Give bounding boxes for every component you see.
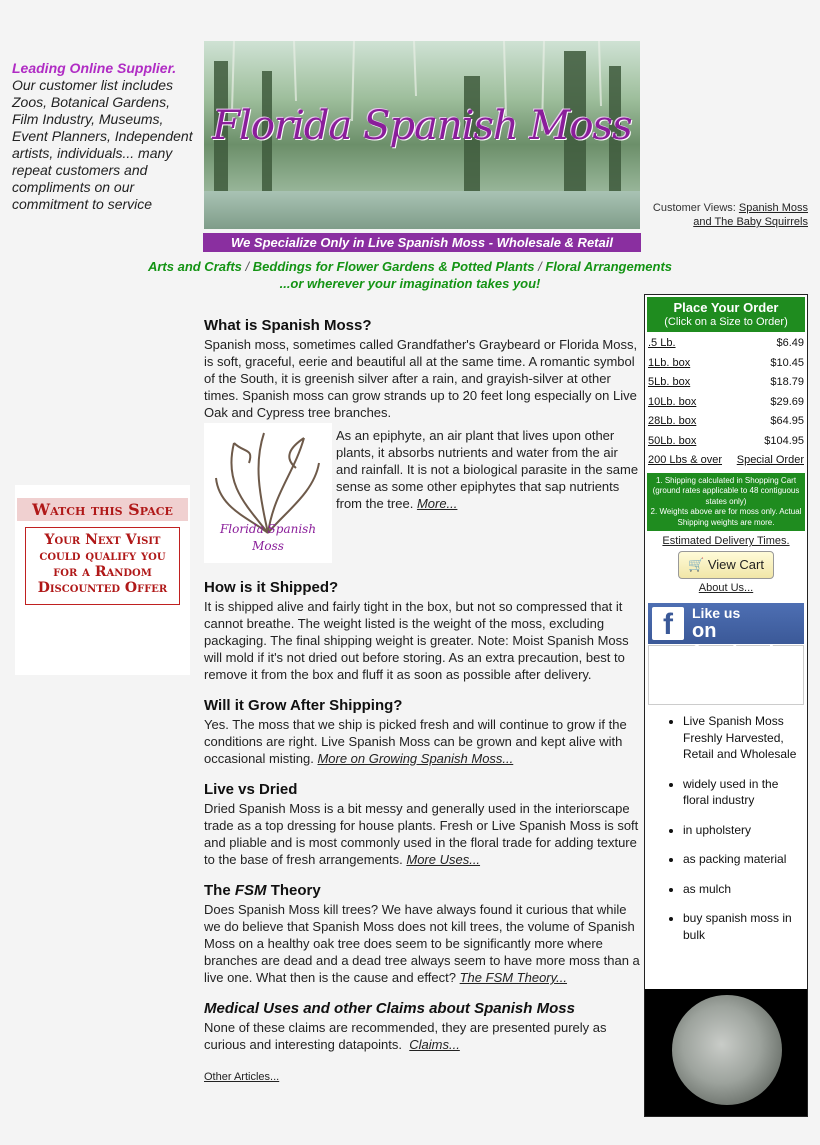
crafts-item-beddings: Beddings for Flower Gardens & Potted Plants: [252, 259, 535, 274]
price-row: [645, 451, 807, 471]
section-title: Will it Grow After Shipping?: [204, 697, 403, 714]
section-medical: [204, 1000, 641, 1053]
customer-views-link[interactable]: Spanish Moss and The Baby Squirrels: [693, 202, 808, 228]
moss-image: [204, 423, 332, 563]
order-title: Place Your Order: [673, 300, 779, 315]
swamp-water: [204, 191, 640, 229]
about-us-link[interactable]: About Us...: [698, 582, 754, 594]
other-articles-link[interactable]: Other Articles...: [204, 1071, 280, 1083]
section-shipping: [204, 579, 641, 683]
special-order-link[interactable]: Special Order: [736, 454, 804, 466]
list-item: • in upholstery: [683, 822, 803, 839]
main-content: [204, 317, 641, 1086]
section-paragraph: [204, 800, 641, 868]
size-link[interactable]: 50Lb. box: [648, 434, 697, 447]
section-paragraph: It is shipped alive and fairly tight in the box, but not so compressed that it cannot breathe. The weight listed is the weight of the moss, excluding packaging. The final shipping weight is greater. Note: Moist Spanish Moss will mold if it's not dried out before storing. As an extra precaution, best to remove it from the box and fluff it as soon as possible after delivery.: [204, 599, 629, 682]
order-subtitle: (Click on a Size to Order): [664, 316, 788, 328]
list-item: • as packing material: [683, 851, 803, 868]
size-link[interactable]: 28Lb. box: [648, 415, 697, 427]
tagline-text: Our customer list includes Zoos, Botanical Gardens, Film Industry, Museums, Event Planners, Independent artists, individuals... many repeat customers and compliments on our commitment to service: [12, 77, 193, 212]
section-text: Does Spanish Moss kill trees? We have always found it curious that while we do believe that Spanish Moss does not kill trees, the volume of Spanish Moss on a healthy oak tree does seem to be significantly more where branches are dead and a dead tree always seem to have more moss than a live one. What then is the cause and effect?: [204, 902, 640, 985]
banner-title: Florida Spanish Moss: [212, 103, 632, 149]
section-title: Live vs Dried: [204, 781, 298, 798]
price-row: [645, 354, 807, 374]
note-line: 1. Shipping calculated in Shopping Cart: [655, 475, 797, 485]
section-text: None of these claims are recommended, they are presented purely as curious and interesting datapoints.: [204, 1020, 607, 1052]
order-sidebar: [644, 294, 808, 1117]
list-item: • as mulch: [683, 881, 803, 898]
about-wrap: [645, 582, 807, 594]
section-paragraph: [204, 1019, 641, 1053]
list-item: • Live Spanish Moss Freshly Harvested, Retail and Wholesale: [683, 713, 803, 763]
crafts-tagline: ...or wherever your imagination takes you!: [279, 276, 541, 291]
uses-list: [645, 713, 807, 943]
price-value: $18.79: [770, 376, 804, 388]
facebook-icon: f: [652, 607, 684, 640]
crafts-separator: /: [245, 259, 250, 274]
view-cart-button[interactable]: [678, 551, 774, 579]
price-value: $6.49: [776, 337, 804, 349]
fsm-theory-link[interactable]: The FSM Theory...: [459, 970, 568, 985]
price-value: $64.95: [770, 415, 804, 427]
section-paragraph: [204, 901, 641, 986]
customer-views: [648, 201, 808, 229]
section-live-vs-dried: [204, 781, 641, 868]
section-text: Yes. The moss that we ship is picked fresh and will continue to grow if the conditions are right. Live Spanish Moss can be grown and kept alive with occasional misting.: [204, 717, 627, 766]
title-em: FSM: [234, 882, 267, 899]
price-row: [645, 412, 807, 432]
section-title: What is Spanish Moss?: [204, 317, 372, 334]
size-link[interactable]: 200 Lbs & over: [648, 454, 722, 466]
note-line: (ground rates applicable to 48 contiguous states only): [652, 486, 800, 506]
customer-views-label: Customer Views:: [652, 202, 736, 214]
list-item: • buy spanish moss in bulk: [683, 910, 803, 943]
view-cart-label: View Cart: [707, 557, 764, 572]
section-paragraph: Spanish moss, sometimes called Grandfather's Graybeard or Florida Moss, is soft, graceful, eerie and beautiful all at the same time. A romantic symbol of the South, it is greenish silver after a rain, and grayish-silver at other times. Spanish moss can grow strands up to 20 feet long especially on Live Oak and Cypress tree branches.: [204, 337, 638, 420]
facebook-name-text: on facebook: [692, 620, 780, 665]
delivery-wrap: [645, 535, 807, 547]
tagline-highlight: Leading Online Supplier.: [12, 60, 177, 76]
moss-image-caption: Florida Spanish Moss: [219, 522, 317, 553]
facebook-like-text: Like us: [692, 605, 741, 621]
size-link[interactable]: 10Lb. box: [648, 395, 697, 408]
offer-box: Your Next Visit could qualify you for a Random Discounted Offer: [25, 527, 180, 605]
more-uses-link[interactable]: More Uses...: [406, 852, 481, 867]
section-what-is: [204, 317, 641, 565]
price-row: [645, 432, 807, 452]
title-pre: The: [204, 882, 231, 899]
delivery-times-link[interactable]: Estimated Delivery Times.: [662, 535, 790, 547]
title-post: Theory: [270, 882, 321, 899]
section-fsm-theory: [204, 882, 641, 986]
price-list: [645, 334, 807, 471]
size-link[interactable]: 5Lb. box: [648, 376, 691, 388]
price-value: $10.45: [770, 356, 804, 369]
section-text: Dried Spanish Moss is a bit messy and generally used in the interiorscape trade as a top dressing for house plants. Fresh or Live Spanish Moss is soft and pliable and is most commonly used in the floral trade for adding texture to the base of fresh arrangements.: [204, 801, 639, 867]
price-row: [645, 373, 807, 393]
cart-icon: 🛒: [688, 557, 705, 572]
price-row: [645, 393, 807, 413]
facebook-like-button[interactable]: [648, 603, 804, 665]
list-item: • widely used in the floral industry: [683, 776, 803, 809]
shipping-note: [647, 473, 805, 532]
order-header: [647, 297, 805, 332]
watch-this-space-panel: [15, 485, 190, 675]
claims-link[interactable]: Claims...: [409, 1037, 460, 1052]
size-link[interactable]: .5 Lb.: [648, 337, 676, 349]
section-title: [204, 882, 641, 899]
crafts-item-arts: Arts and Crafts: [147, 259, 242, 274]
crafts-item-floral: Floral Arrangements: [545, 259, 673, 274]
header-banner: [204, 41, 640, 229]
price-value: $104.95: [764, 434, 804, 447]
price-row: [645, 334, 807, 354]
section-title: How is it Shipped?: [204, 579, 339, 596]
specialize-bar: We Specialize Only in Live Spanish Moss - Wholesale & Retail: [203, 233, 641, 252]
more-link[interactable]: More...: [416, 496, 458, 511]
moss-ball-image: [645, 989, 807, 1116]
other-articles-wrap: [204, 1069, 641, 1086]
size-link[interactable]: 1Lb. box: [648, 356, 691, 369]
moss-ball: [672, 995, 782, 1105]
section-title: Medical Uses and other Claims about Spanish Moss: [204, 1000, 575, 1017]
section-paragraph: [204, 716, 641, 767]
watch-heading: Watch this Space: [17, 498, 188, 521]
section-text: As an epiphyte, an air plant that lives upon other plants, it absorbs nutrients and water from the air and rainfall. It is not a biological parasite in the same sense as some other epiphytes that sap nutrients from the tree.: [336, 428, 639, 511]
section-grow: [204, 697, 641, 767]
crafts-links: [130, 258, 690, 292]
price-value: $29.69: [770, 395, 804, 408]
more-growing-link[interactable]: More on Growing Spanish Moss...: [317, 751, 514, 766]
crafts-separator: /: [538, 259, 542, 274]
tagline: [12, 60, 198, 213]
note-line: 2. Weights above are for moss only. Actual Shipping weights are more.: [650, 507, 802, 527]
